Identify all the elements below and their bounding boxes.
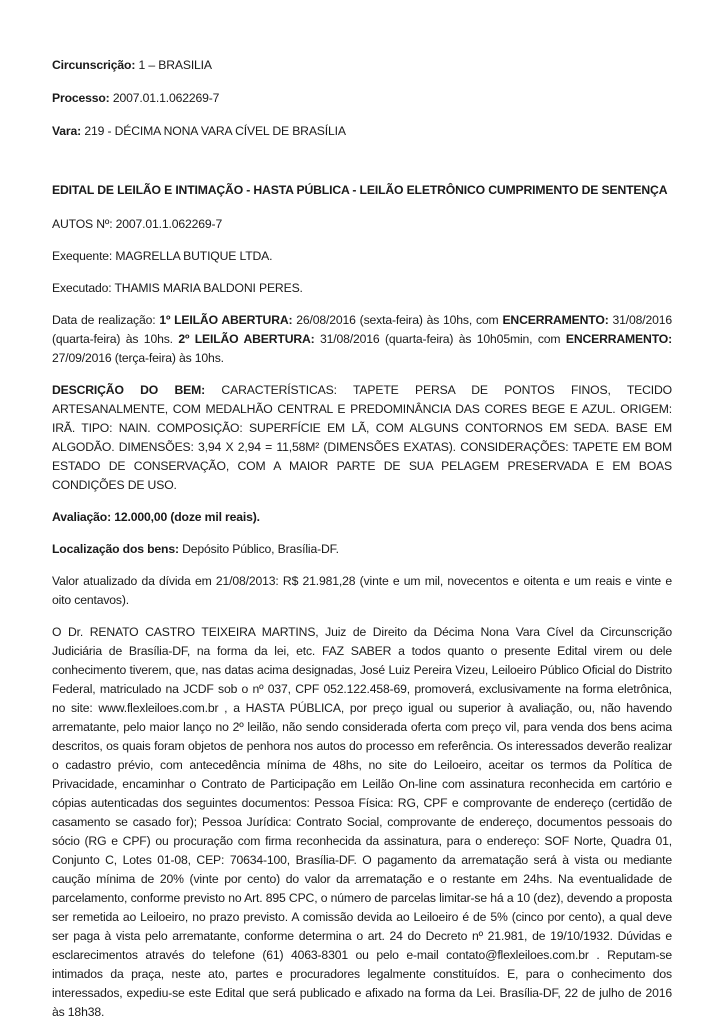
circunscricao-value: 1 – BRASILIA bbox=[138, 58, 212, 72]
processo-line bbox=[52, 89, 672, 108]
vara-value: 219 - DÉCIMA NONA VARA CÍVEL DE BRASÍLIA bbox=[84, 124, 346, 138]
circunscricao-line bbox=[52, 56, 672, 75]
first-auction-text: 26/08/2016 (sexta-feira) às 10hs, com bbox=[292, 313, 503, 327]
location-label: Localização dos bens: bbox=[52, 542, 179, 556]
debt-value: Valor atualizado da dívida em 21/08/2013: R$ 21.981,28 (vinte e um mil, novecentos e oitenta e um reais e vinte e oito centavos). bbox=[52, 574, 672, 607]
location bbox=[52, 540, 672, 559]
vara-label: Vara: bbox=[52, 124, 82, 138]
first-close-text: 31/08/2016 (quarta-feira) às 10hs. bbox=[52, 313, 672, 346]
second-close-label: ENCERRAMENTO: bbox=[565, 332, 673, 346]
executado-line: Executado: THAMIS MARIA BALDONI PERES. bbox=[52, 281, 303, 295]
description-text: CARACTERÍSTICAS: TAPETE PERSA DE PONTOS FINOS, TECIDO ARTESANALMENTE, COM MEDALHÃO CENTRAL E PREDOMINÂNCIA DAS CORES BEGE E AZUL. ORIGEM: IRÃ. TIPO: NAIN. COMPOSIÇÃO: SUPERFÍCIE EM LÃ, COM ALGUNS CONTORNOS EM SEDA. BASE EM ALGODÃO. DIMENSÕES: 3,94 X 2,94 = 11,58M² (DIMENSÕES EXATAS). CONSIDERAÇÕES: TAPETE EM BOM ESTADO DE CONSERVAÇÃO, COM A MAIOR PARTE DE SUA PELAGEM PRESERVADA E EM BOAS CONDIÇÕES DE USO. bbox=[52, 383, 672, 492]
exequente-line: Exequente: MAGRELLA BUTIQUE LTDA. bbox=[52, 249, 273, 263]
description-label: DESCRIÇÃO DO BEM: bbox=[52, 383, 206, 397]
second-auction-label: 2º LEILÃO ABERTURA: bbox=[178, 332, 315, 346]
valuation bbox=[52, 508, 672, 527]
edital-title: EDITAL DE LEILÃO E INTIMAÇÃO - HASTA PÚBLICA - LEILÃO ELETRÔNICO CUMPRIMENTO DE SENTENÇA bbox=[52, 183, 668, 197]
vara-line bbox=[52, 122, 672, 141]
spacer bbox=[52, 155, 672, 181]
second-close-text: 27/09/2016 (terça-feira) às 10hs. bbox=[52, 351, 224, 365]
valuation-text: Avaliação: 12.000,00 (doze mil reais). bbox=[52, 510, 260, 524]
edital-body: O Dr. RENATO CASTRO TEIXEIRA MARTINS, Juiz de Direito da Décima Nona Vara Cível da Circunscrição Judiciária de Brasília-DF, na forma da lei, etc. FAZ SABER a todos quanto o presente Edital virem ou dele conhecimento tiverem, que, nas datas acima designadas, José Luiz Pereira Vizeu, Leiloeiro Público Oficial do Distrito Federal, matriculado na JCDF sob o nº 037, CPF 052.122.458-69, promoverá, exclusivamente na forma eletrônica, no site: www.flexleiloes.com.br , a HASTA PÚBLICA, por preço igual ou superior à avaliação, ou, não havendo arrematante, pelo maior lanço no 2º leilão, não sendo considerada oferta com preço vil, para venda dos bens acima descritos, os quais foram objetos de penhora nos autos do processo em referência. Os interessados deverão realizar o cadastro prévio, com antecedência mínima de 48hs, no site do Leiloeiro, aceitar os termos da Política de Privacidade, encaminhar o Contrato de Participação em Leilão On-line com assinatura reconhecida em cartório e cópias autenticadas dos seguintes documentos: Pessoa Física: RG, CPF e comprovante de endereço (certidão de casamento se casado for); Pessoa Jurídica: Contrato Social, comprovante de endereço, documentos pessoais do sócio (RG e CPF) ou procuração com firma reconhecida da assinatura, para o endereço: SOF Norte, Quadra 01, Conjunto C, Lotes 01-08, CEP: 70634-100, Brasília-DF. O pagamento da arrematação será à vista ou mediante caução mínima de 20% (vinte por cento) do valor da arrematação e o restante em 24hs. Na eventualidade de parcelamento, conforme previsto no Art. 895 CPC, o número de parcelas limitar-se há a 10 (dez), devendo a proposta ser remetida ao Leiloeiro, no prazo previsto. A comissão devida ao Leiloeiro é de 5% (cinco por cento), a qual deve ser paga à vista pelo arrematante, conforme determina o art. 24 do Decreto nº 21.981, de 19/10/1932. Dúvidas e esclarecimentos através do telefone (61) 4063-8301 ou pelo e-mail contato@flexleiloes.com.br . Reputam-se intimados da praça, neste ato, partes e procuradores legalmente constituídos. E, para o conhecimento dos interessados, expediu-se este Edital que será publicado e afixado na forma da Lei. Brasília-DF, 22 de julho de 2016 às 18h38. bbox=[52, 625, 672, 1019]
first-close-label: ENCERRAMENTO: bbox=[502, 313, 609, 327]
case-header bbox=[52, 56, 672, 141]
processo-value: 2007.01.1.062269-7 bbox=[112, 91, 220, 105]
processo-label: Processo: bbox=[52, 91, 110, 105]
autos-line: AUTOS Nº: 2007.01.1.062269-7 bbox=[52, 217, 223, 231]
second-auction-text: 31/08/2016 (quarta-feira) às 10h05min, com bbox=[314, 332, 566, 346]
circunscricao-label: Circunscrição: bbox=[52, 58, 136, 72]
first-auction-label: 1º LEILÃO ABERTURA: bbox=[159, 313, 293, 327]
auction-dates bbox=[52, 311, 672, 368]
dates-lead: Data de realização: bbox=[52, 313, 160, 327]
location-text: Depósito Público, Brasília-DF. bbox=[178, 542, 339, 556]
item-description bbox=[52, 381, 672, 495]
